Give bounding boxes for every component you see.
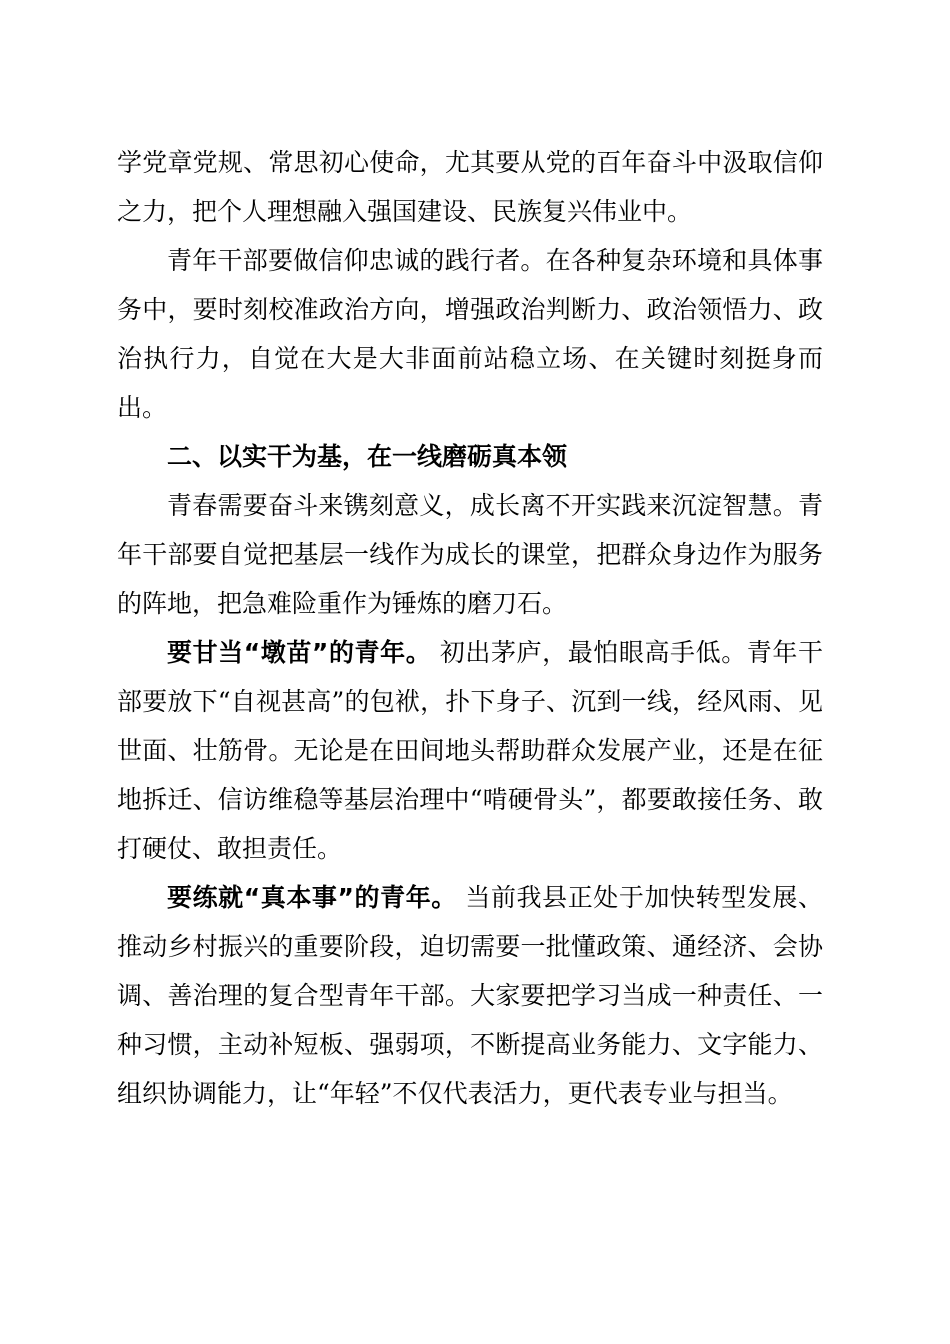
paragraph-text: 学党章党规、常思初心使命，尤其要从党的百年奋斗中汲取信仰之力，把个人理想融入强国建设、民族复兴伟业中。	[117, 148, 823, 226]
paragraph-text: 初出茅庐，最怕眼高手低。青年干部要放下“自视甚高”的包袱，扑下身子、沉到一线，经风雨、见世面、壮筋骨。无论是在田间地头帮助群众发展产业，还是在征地拆迁、信访维稳等基层治理中“啃硬骨头”，都要敢接任务、敢打硬仗、敢担责任。	[117, 638, 823, 863]
paragraph-continuation	[117, 138, 823, 236]
section-heading-text: 二、以实干为基，在一线磨砺真本领	[167, 442, 568, 471]
paragraph-grassroots	[117, 628, 823, 873]
paragraph-lead: 要甘当“墩苗”的青年。	[167, 638, 432, 667]
document-body	[117, 138, 823, 1118]
paragraph-lead: 要练就“真本事”的青年。	[167, 883, 457, 912]
paragraph-practice	[117, 481, 823, 628]
paragraph-text: 青春需要奋斗来镌刻意义，成长离不开实践来沉淀智慧。青年干部要自觉把基层一线作为成长的课堂，把群众身边作为服务的阵地，把急难险重作为锤炼的磨刀石。	[117, 491, 823, 618]
paragraph-text: 青年干部要做信仰忠诚的践行者。在各种复杂环境和具体事务中，要时刻校准政治方向，增强政治判断力、政治领悟力、政治执行力，自觉在大是大非面前站稳立场、在关键时刻挺身而出。	[117, 246, 823, 422]
paragraph-skills	[117, 873, 823, 1118]
section-heading	[117, 432, 823, 481]
paragraph-text: 当前我县正处于加快转型发展、推动乡村振兴的重要阶段，迫切需要一批懂政策、通经济、会协调、善治理的复合型青年干部。大家要把学习当成一种责任、一种习惯，主动补短板、强弱项，不断提高业务能力、文字能力、组织协调能力，让“年轻”不仅代表活力，更代表专业与担当。	[117, 883, 823, 1108]
paragraph-faith	[117, 236, 823, 432]
